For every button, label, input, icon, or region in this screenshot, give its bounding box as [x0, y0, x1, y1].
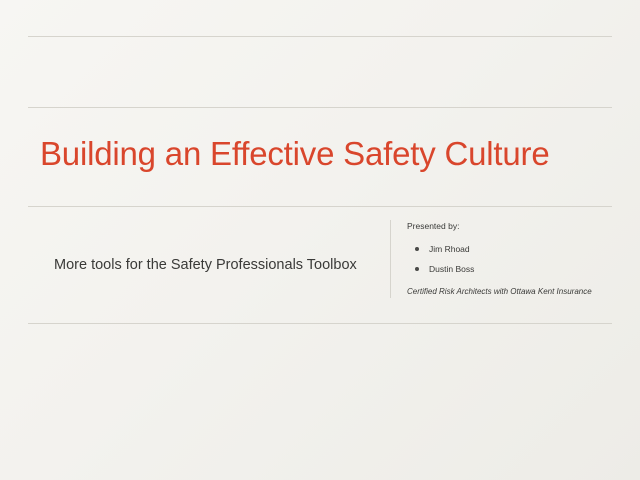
presenter-list [407, 243, 605, 275]
presenter-name: Dustin Boss [429, 264, 475, 274]
bullet-icon [415, 267, 419, 271]
presented-by-label: Presented by: [407, 221, 460, 231]
presenter-affiliation: Certified Risk Architects with Ottawa Kent Insurance [407, 287, 592, 296]
list-item [407, 263, 605, 275]
presenter-name: Jim Rhoad [429, 244, 470, 254]
bullet-icon [415, 247, 419, 251]
page-title: Building an Effective Safety Culture [40, 135, 550, 172]
slide-subtitle: More tools for the Safety Professionals Toolbox [54, 257, 357, 273]
divider-above-title [28, 107, 612, 108]
divider-bottom [28, 323, 612, 324]
list-item [407, 243, 605, 255]
presenter-block [390, 220, 605, 298]
divider-below-title [28, 206, 612, 207]
divider-top [28, 36, 612, 37]
